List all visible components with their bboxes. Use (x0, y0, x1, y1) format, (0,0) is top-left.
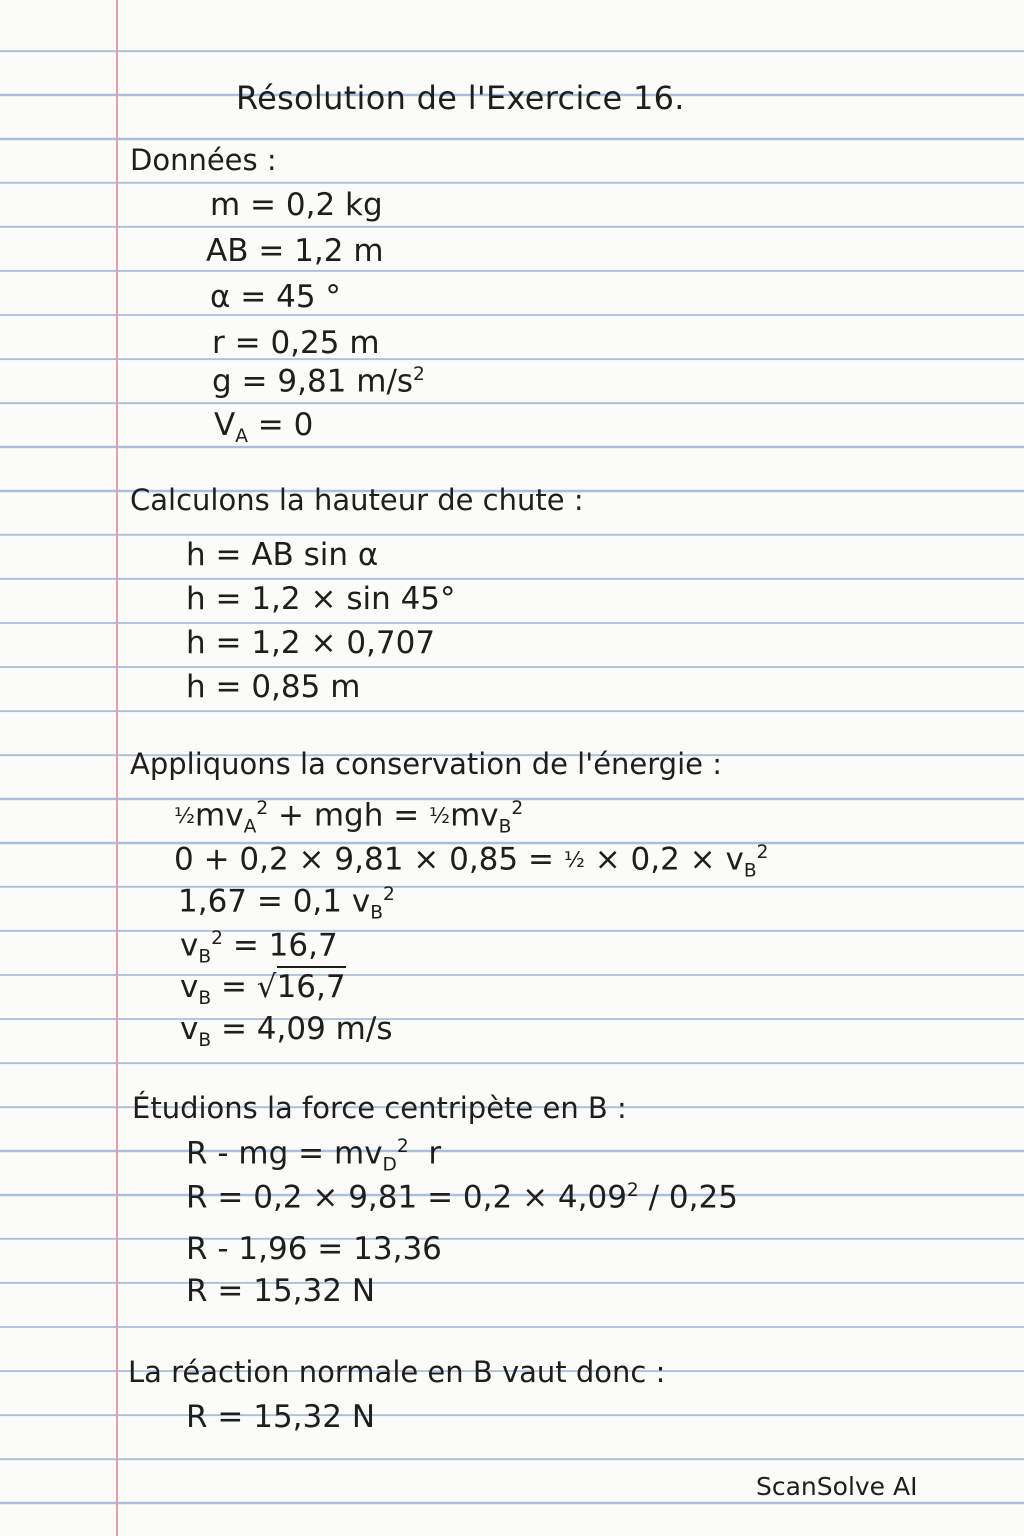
energy-line-1: $\frac{1}{2}mv_A^2$ + mgh = $\frac{1}{2}mv_B^2$ (174, 797, 524, 838)
energy-line-5: $v_B = √16,7$ (180, 972, 346, 1009)
energy-line-3: 1,67 = 0,1 $v_B^2$ (178, 883, 395, 924)
force-line-2: $R = 0,2 \times 9,81 = 0,2 \times 4,09^2 / 0,25$ (186, 1179, 738, 1216)
heading-conclusion: La réaction normale en B vaut donc : (128, 1355, 666, 1389)
half-fraction: ½ (429, 804, 451, 830)
half-fraction: ½ (174, 804, 196, 830)
given-mass-symbol: m (210, 187, 241, 223)
height-line-4: h = 0,85 m (186, 669, 361, 705)
given-radius-value: 0,25 m (270, 325, 380, 361)
height-line-2: h = 1,2 × sin 45° (186, 581, 456, 617)
force-line-4: R = 15,32 N (186, 1273, 376, 1309)
energy-line-6: $v_B = 4,09$ m/s (180, 1011, 393, 1052)
energy-line-4: $v_B^2 = 16,7$ (180, 927, 338, 968)
red-margin-line (116, 0, 118, 1536)
given-ab-value: 1,2 m (294, 233, 384, 269)
signature: ScanSolve AI (756, 1472, 918, 1501)
final-result: R = 15,32 N (186, 1399, 376, 1435)
given-radius: r = 0,25 m (212, 325, 380, 361)
given-gravity-value: 9,81 m/s (277, 363, 414, 400)
given-gravity: g = 9,81 $m/s^2$ (212, 363, 425, 400)
given-alpha-value: 45 ° (276, 279, 341, 315)
given-initial-speed: $V_A = 0$ (214, 407, 314, 448)
given-initial-speed-symbol: V (214, 407, 236, 443)
given-ab-symbol: AB (206, 233, 249, 269)
force-line-3: R - 1,96 = 13,36 (186, 1231, 442, 1267)
height-line-1: h = AB sin α (186, 537, 379, 573)
half-fraction: ½ (563, 848, 585, 874)
given-initial-speed-subscript: A (235, 426, 248, 448)
given-alpha-symbol: α (210, 279, 231, 315)
energy-line-2: 0 + 0,2 × 9,81 × 0,85 = ½ × $0,2 \times v_B^2$ (174, 841, 769, 882)
given-gravity-symbol: g (212, 363, 232, 400)
heading-hauteur: Calculons la hauteur de chute : (130, 483, 584, 517)
page-title: Résolution de l'Exercice 16. (236, 79, 685, 117)
given-mass: m = 0,2 kg (210, 187, 383, 223)
heading-energie: Appliquons la conservation de l'énergie : (130, 747, 722, 781)
given-gravity-exponent: 2 (413, 364, 425, 385)
given-alpha: α = 45 ° (210, 279, 341, 315)
force-line-1: R - mg = $mv_D^2$ r (186, 1135, 442, 1176)
height-line-3: h = 1,2 × 0,707 (186, 625, 436, 661)
heading-donnees: Données : (130, 143, 277, 177)
given-initial-speed-value: 0 (293, 407, 314, 443)
given-mass-value: 0,2 kg (285, 187, 383, 223)
heading-force: Étudions la force centripète en B : (132, 1091, 627, 1125)
given-ab: AB = 1,2 m (206, 233, 384, 269)
given-radius-symbol: r (212, 325, 225, 361)
sqrt-radicand: 16,7 (277, 966, 346, 1005)
